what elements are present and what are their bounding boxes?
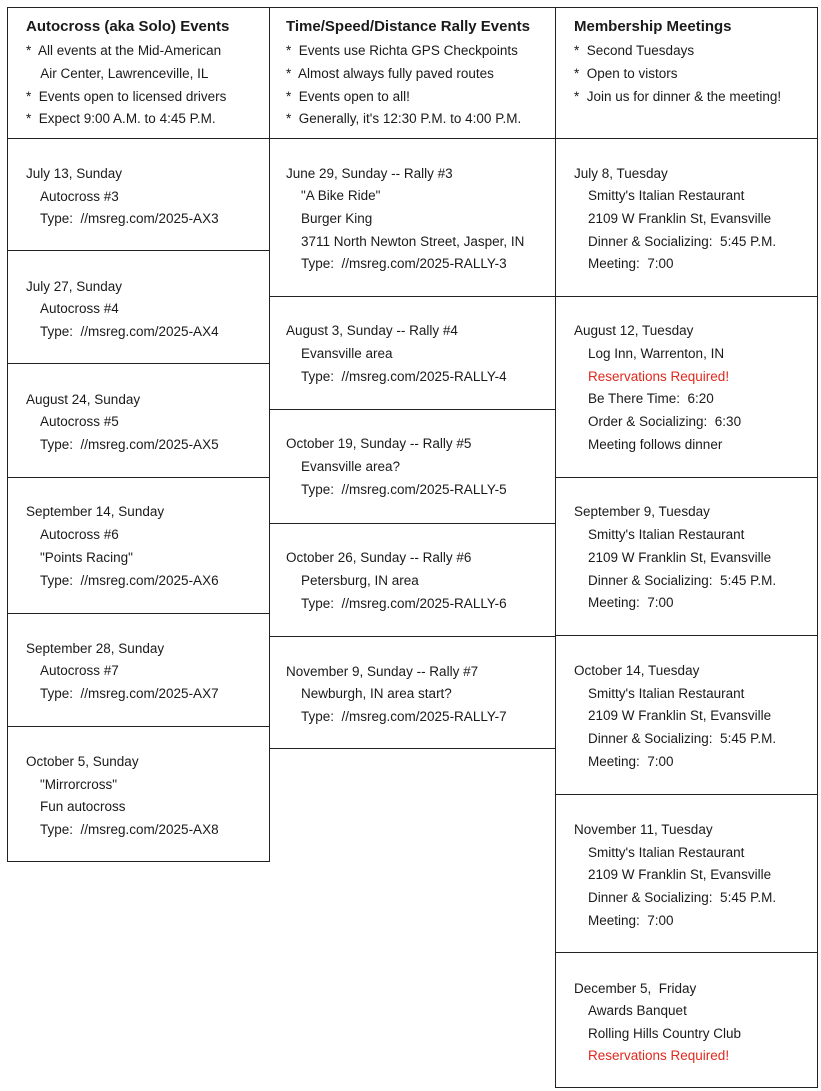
event-line: Dinner & Socializing: 5:45 P.M. xyxy=(588,573,777,588)
event-line: Type: //msreg.com/2025-RALLY-5 xyxy=(301,482,507,497)
event-date: December 5, Friday xyxy=(574,981,697,996)
event-date: July 27, Sunday xyxy=(26,279,123,294)
autocross-event-card xyxy=(7,726,270,862)
event-line: Awards Banquet xyxy=(588,1003,687,1018)
autocross-event-card xyxy=(7,138,270,251)
meeting-event-card xyxy=(555,477,818,636)
event-line: Dinner & Socializing: 5:45 P.M. xyxy=(588,890,777,905)
meeting-event-card xyxy=(555,635,818,795)
event-line: Autocross #4 xyxy=(40,301,119,316)
event-line: Meeting: 7:00 xyxy=(588,913,674,928)
event-line: Petersburg, IN area xyxy=(301,573,419,588)
autocross-bullet: Air Center, Lawrenceville, IL xyxy=(26,66,209,81)
rally-header-box xyxy=(269,7,556,139)
event-line: Smitty's Italian Restaurant xyxy=(588,527,745,542)
meetings-header-box xyxy=(555,7,818,139)
autocross-bullet: * Expect 9:00 A.M. to 4:45 P.M. xyxy=(26,111,216,126)
event-date: October 5, Sunday xyxy=(26,754,139,769)
event-line: Type: //msreg.com/2025-AX7 xyxy=(40,686,219,701)
event-line: Rolling Hills Country Club xyxy=(588,1026,742,1041)
event-line: Log Inn, Warrenton, IN xyxy=(588,346,725,361)
event-line: Dinner & Socializing: 5:45 P.M. xyxy=(588,731,777,746)
event-line: Type: //msreg.com/2025-RALLY-4 xyxy=(301,369,507,384)
event-date: November 11, Tuesday xyxy=(574,822,713,837)
event-line: Meeting: 7:00 xyxy=(588,595,674,610)
meeting-event-card xyxy=(555,138,818,297)
event-date: August 3, Sunday -- Rally #4 xyxy=(286,323,458,338)
rally-bullet: * Almost always fully paved routes xyxy=(286,66,494,81)
meetings-header-title: Membership Meetings xyxy=(574,18,732,35)
autocross-event-card xyxy=(7,363,270,478)
rally-event-card xyxy=(269,138,556,297)
event-line: Meeting follows dinner xyxy=(588,437,723,452)
event-line: Autocross #6 xyxy=(40,527,119,542)
meeting-event-card xyxy=(555,952,818,1088)
event-date: September 28, Sunday xyxy=(26,641,165,656)
event-line: Dinner & Socializing: 5:45 P.M. xyxy=(588,234,777,249)
event-line: Type: //msreg.com/2025-AX8 xyxy=(40,822,219,837)
event-line: Meeting: 7:00 xyxy=(588,754,674,769)
event-date: October 26, Sunday -- Rally #6 xyxy=(286,550,472,565)
rally-event-card xyxy=(269,523,556,637)
autocross-bullet: * Events open to licensed drivers xyxy=(26,89,227,104)
autocross-header-box xyxy=(7,7,270,139)
autocross-bullet: * All events at the Mid-American xyxy=(26,43,222,58)
meetings-bullet: * Open to vistors xyxy=(574,66,678,81)
event-date: August 24, Sunday xyxy=(26,392,141,407)
rally-bullet: * Generally, it's 12:30 P.M. to 4:00 P.M. xyxy=(286,111,522,126)
meeting-event-card xyxy=(555,794,818,953)
event-line: 2109 W Franklin St, Evansville xyxy=(588,867,772,882)
event-line: 2109 W Franklin St, Evansville xyxy=(588,708,772,723)
meetings-bullet: * Join us for dinner & the meeting! xyxy=(574,89,782,104)
rally-event-card xyxy=(269,296,556,410)
event-line: Smitty's Italian Restaurant xyxy=(588,845,745,860)
event-line: Type: //msreg.com/2025-AX6 xyxy=(40,573,219,588)
autocross-event-card xyxy=(7,250,270,364)
event-line: Type: //msreg.com/2025-RALLY-3 xyxy=(301,256,507,271)
event-line: "Mirrorcross" xyxy=(40,777,118,792)
event-line: Autocross #3 xyxy=(40,189,119,204)
event-line: Type: //msreg.com/2025-RALLY-7 xyxy=(301,709,507,724)
event-line: Type: //msreg.com/2025-AX4 xyxy=(40,324,219,339)
rally-event-card xyxy=(269,636,556,749)
event-date: September 14, Sunday xyxy=(26,504,165,519)
autocross-event-card xyxy=(7,477,270,614)
event-line: Meeting: 7:00 xyxy=(588,256,674,271)
event-line: "Points Racing" xyxy=(40,550,133,565)
event-date: October 19, Sunday -- Rally #5 xyxy=(286,436,472,451)
event-date: June 29, Sunday -- Rally #3 xyxy=(286,166,453,181)
event-line: Type: //msreg.com/2025-RALLY-6 xyxy=(301,596,507,611)
event-date: July 13, Sunday xyxy=(26,166,123,181)
event-date: August 12, Tuesday xyxy=(574,323,694,338)
event-date: October 14, Tuesday xyxy=(574,663,700,678)
event-line: Autocross #7 xyxy=(40,663,119,678)
autocross-header-title: Autocross (aka Solo) Events xyxy=(26,18,230,35)
meetings-bullet: * Second Tuesdays xyxy=(574,43,695,58)
event-line: Order & Socializing: 6:30 xyxy=(588,414,742,429)
meeting-event-card xyxy=(555,296,818,478)
event-line: Autocross #5 xyxy=(40,414,119,429)
event-line: 2109 W Franklin St, Evansville xyxy=(588,211,772,226)
event-date: July 8, Tuesday xyxy=(574,166,668,181)
event-line: Burger King xyxy=(301,211,373,226)
rally-bullet: * Events open to all! xyxy=(286,89,410,104)
event-date: November 9, Sunday -- Rally #7 xyxy=(286,664,479,679)
rally-header-title: Time/Speed/Distance Rally Events xyxy=(286,18,530,35)
autocross-event-card xyxy=(7,613,270,727)
event-line: Evansville area? xyxy=(301,459,401,474)
event-line: Smitty's Italian Restaurant xyxy=(588,188,745,203)
event-line: Smitty's Italian Restaurant xyxy=(588,686,745,701)
event-date: September 9, Tuesday xyxy=(574,504,710,519)
event-line: 3711 North Newton Street, Jasper, IN xyxy=(301,234,525,249)
event-line: Fun autocross xyxy=(40,799,126,814)
reservations-required-notice: Reservations Required! xyxy=(588,1048,730,1063)
event-line: Be There Time: 6:20 xyxy=(588,391,714,406)
event-line: 2109 W Franklin St, Evansville xyxy=(588,550,772,565)
rally-bullet: * Events use Richta GPS Checkpoints xyxy=(286,43,518,58)
event-line: Type: //msreg.com/2025-AX3 xyxy=(40,211,219,226)
reservations-required-notice: Reservations Required! xyxy=(588,369,730,384)
event-line: Type: //msreg.com/2025-AX5 xyxy=(40,437,219,452)
event-line: "A Bike Ride" xyxy=(301,188,381,203)
event-line: Evansville area xyxy=(301,346,393,361)
rally-event-card xyxy=(269,409,556,524)
event-line: Newburgh, IN area start? xyxy=(301,686,452,701)
